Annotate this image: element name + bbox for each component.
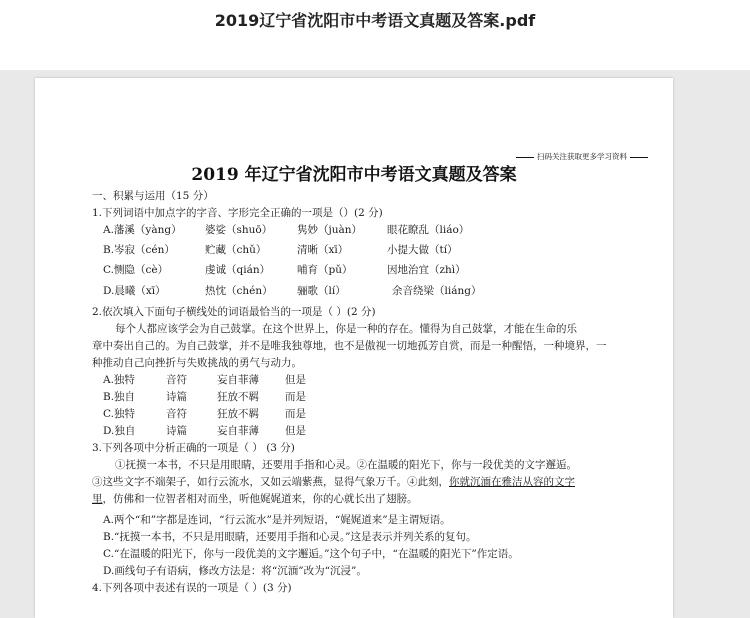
- q1-option-c-3: 哺育（pǔ）: [297, 264, 353, 276]
- q2-option-b-4: 而是: [285, 391, 306, 403]
- question-1-stem: 1.下列词语中加点字的字音、字形完全正确的一项是（）(2 分): [92, 207, 383, 219]
- q2-option-a-1: A.独特: [103, 374, 135, 386]
- document-file-title: 2019辽宁省沈阳市中考语文真题及答案.pdf: [214, 11, 536, 30]
- q1-option-c-1: C.恻隐（cè）: [103, 264, 169, 276]
- q2-option-c-2: 音符: [166, 408, 187, 420]
- q3-underlined-sentence-end: 里: [92, 493, 103, 505]
- q1-option-d-4: 余音绕梁（liáng）: [392, 285, 482, 297]
- q3-option-d: D.画线句子有语病，修改方法是：将“沉湎”改为“沉浸”。: [103, 565, 367, 577]
- q3-passage-line-1: ①抚摸一本书，不只是用眼睛，还要用手指和心灵。②在温暖的阳光下，你与一段优美的文字邂逅。: [115, 459, 577, 471]
- q2-passage-line-2: 章中奏出自己的。为自己鼓掌，并不是唯我独尊地，也不是傲视一切地孤芳自赏，而是一种醒悟，一种境界，一: [92, 340, 607, 352]
- section-heading: 一、积累与运用（15 分）: [92, 190, 214, 202]
- q3-passage-line-3: [92, 493, 418, 506]
- q3-option-b: B.“抚摸一本书，不只是用眼睛，还要用手指和心灵。”这是表示并列关系的复句。: [103, 531, 477, 543]
- q1-option-d-1: D.晨曦（xī）: [103, 285, 166, 297]
- q1-option-c-2: 虔诚（qián）: [205, 264, 271, 276]
- q2-option-d-4: 但是: [285, 425, 306, 437]
- q1-option-a-1: A.藩溪（yàng）: [103, 224, 182, 236]
- q2-option-a-2: 音符: [166, 374, 187, 386]
- q2-option-d-2: 诗篇: [166, 425, 187, 437]
- viewer-header: [0, 0, 750, 70]
- q1-option-d-3: 骊歌（lí）: [297, 285, 346, 297]
- q3-option-c: C.“在温暖的阳光下，你与一段优美的文字邂逅。”这个句子中，“在温暖的阳光下”作定语。: [103, 548, 519, 560]
- q2-option-d-3: 妄自菲薄: [217, 425, 259, 437]
- q2-option-b-1: B.独自: [103, 391, 136, 403]
- q3-option-a: A.两个“和”字都是连词，“行云流水”是并列短语，“娓娓道来”是主谓短语。: [103, 514, 451, 526]
- q1-option-c-4: 因地治宜（zhì）: [387, 264, 466, 276]
- q1-option-d-2: 热忱（chén）: [205, 285, 273, 297]
- divider-line: [516, 157, 534, 158]
- q1-option-a-4: 眼花瞭乱（liáo）: [387, 224, 470, 236]
- q2-option-a-3: 妄自菲薄: [217, 374, 259, 386]
- pdf-page: [35, 78, 673, 618]
- question-2-stem: 2.依次填入下面句子横线处的词语最恰当的一项是（ ）(2 分): [92, 306, 376, 318]
- q2-option-b-3: 狂放不羁: [217, 391, 259, 403]
- q2-option-c-4: 而是: [285, 408, 306, 420]
- question-4-stem: 4.下列各项中表述有误的一项是（ ）(3 分): [92, 582, 292, 594]
- q3-passage-line-2: [92, 476, 575, 489]
- q1-option-a-3: 隽妙（juàn）: [297, 224, 363, 236]
- q2-option-c-1: C.独特: [103, 408, 135, 420]
- scan-note-text: 扫码关注获取更多学习资料: [537, 152, 627, 161]
- q1-option-a-2: 婆娑（shuō）: [205, 224, 273, 236]
- divider-line: [630, 157, 648, 158]
- q2-option-d-1: D.独自: [103, 425, 136, 437]
- q2-passage-line-3: 种推动自己向挫折与失败挑战的勇气与动力。: [92, 357, 302, 369]
- q1-option-b-2: 贮藏（chǔ）: [205, 244, 267, 256]
- q2-option-c-3: 狂放不羁: [217, 408, 259, 420]
- q2-option-b-2: 诗篇: [166, 391, 187, 403]
- q3-underlined-sentence: 你就沉湎在雅洁从容的文字: [449, 476, 575, 488]
- q1-option-b-3: 清晰（xī）: [297, 244, 349, 256]
- q2-option-a-4: 但是: [285, 374, 306, 386]
- q2-passage-line-1: 每个人都应该学会为自己鼓掌。在这个世界上，你是一种的存在。懂得为自己鼓掌，才能在生命的乐: [115, 323, 577, 335]
- q1-option-b-1: B.岑寂（cén）: [103, 244, 175, 256]
- q3-passage-line-2-text: ③这些文字不端架子，如行云流水，又如云端紫燕，显得气象万千。④此刻，: [92, 476, 449, 488]
- q3-passage-line-3-text: ，仿佛和一位智者相对而坐，听他娓娓道来，你的心就长出了翅膀。: [102, 493, 418, 505]
- question-3-stem: 3.下列各项中分析正确的一项是（ ） (3 分): [92, 442, 295, 454]
- paper-title: 2019 年辽宁省沈阳市中考语文真题及答案: [191, 165, 517, 185]
- q1-option-b-4: 小提大做（tí）: [387, 244, 458, 256]
